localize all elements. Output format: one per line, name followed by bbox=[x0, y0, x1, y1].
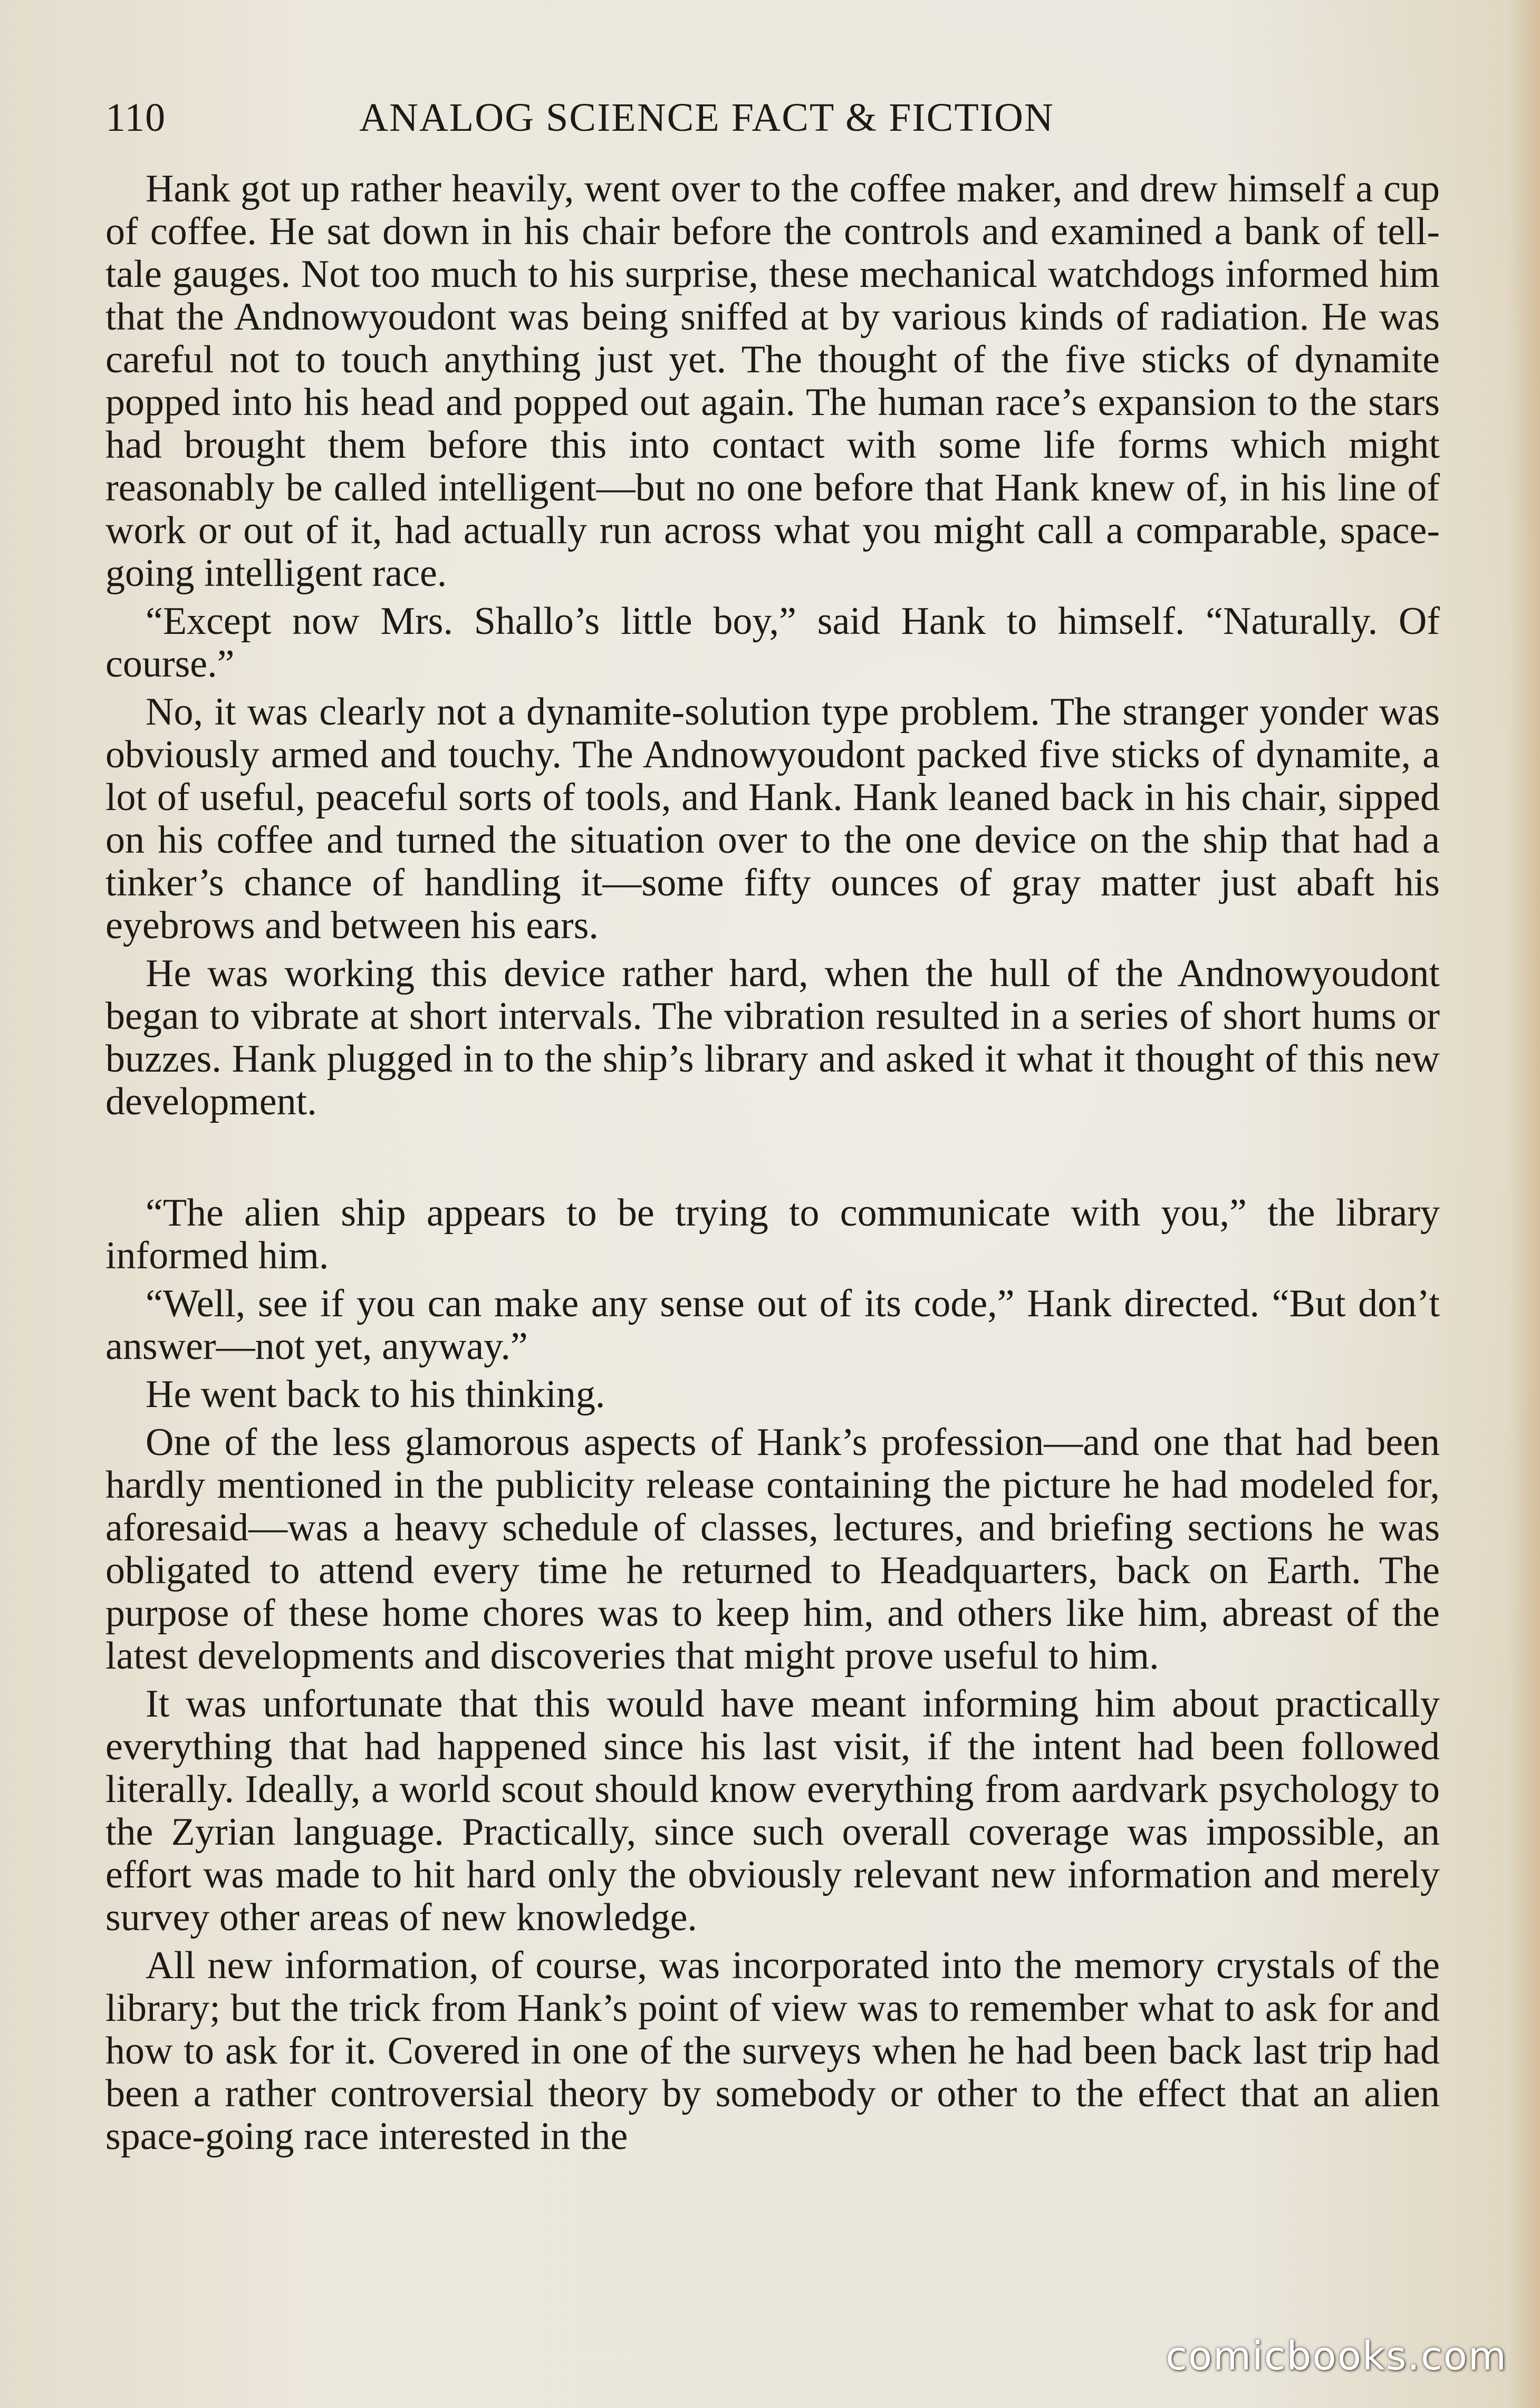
article-body bbox=[105, 168, 1440, 2163]
site-watermark: comicbooks.com bbox=[1166, 2334, 1507, 2379]
running-head: ANALOG SCIENCE FACT & FICTION bbox=[359, 95, 1054, 140]
paragraph: Hank got up rather heavily, went over to the coffee maker, and drew himself a cup of coffee. He sat down in his chair before the controls and examined a bank of tell-tale gauges. Not too much to his surprise, these mechanical watchdogs informed him that the Andnowyoudont was being sniffed at by various kinds of radiation. He was careful not to touch anything just yet. The thought of the five sticks of dynamite popped into his head and popped out again. The human race’s expansion to the stars had brought them before this into contact with some life forms which might reasonably be called intelligent—but no one before that Hank knew of, in his line of work or out of it, had actually run across what you might call a comparable, space-going intelligent race. bbox=[105, 167, 1440, 595]
section-break bbox=[105, 1129, 1440, 1192]
paragraph: “The alien ship appears to be trying to communicate with you,” the library informed him. bbox=[105, 1191, 1440, 1277]
page-header bbox=[105, 95, 1440, 148]
paragraph: One of the less glamorous aspects of Hank’s profession—and one that had been hardly mentioned in the publicity release containing the picture he had modeled for, aforesaid—was a heavy schedule of classes, lectures, and briefing sections he was obligated to attend every time he returned to Headquarters, back on Earth. The purpose of these home chores was to keep him, and others like him, abreast of the latest developments and discoveries that might prove useful to him. bbox=[105, 1421, 1440, 1678]
paragraph: No, it was clearly not a dynamite-solution type problem. The stranger yonder was obviously armed and touchy. The Andnowyoudont packed five sticks of dynamite, a lot of useful, peaceful sorts of tools, and Hank. Hank leaned back in his chair, sipped on his coffee and turned the situation over to the one device on the ship that had a tinker’s chance of handling it—some fifty ounces of gray matter just abaft his eyebrows and between his ears. bbox=[105, 690, 1440, 947]
paragraph: He went back to his thinking. bbox=[146, 1373, 605, 1416]
page-edge-discoloration bbox=[1508, 0, 1540, 2408]
paragraph: All new information, of course, was incorporated into the memory crystals of the library; but the trick from Hank’s point of view was to remember what to ask for and how to ask for it. Covered in one of the surveys when he had been back last trip had been a rather controversial theory by somebody or other to the effect that an alien space-going race interested in the bbox=[105, 1944, 1440, 2158]
paragraph: It was unfortunate that this would have meant informing him about practically everything that had happened since his last visit, if the intent had been followed literally. Ideally, a world scout should know everything from aardvark psychology to the Zyrian language. Practically, since such overall coverage was impossible, an effort was made to hit hard only the obviously relevant new information and merely survey other areas of new knowledge. bbox=[105, 1682, 1440, 1939]
paragraph: He was working this device rather hard, when the hull of the Andnowyoudont began to vibrate at short intervals. The vibration resulted in a series of short hums or buzzes. Hank plugged in to the ship’s library and asked it what it thought of this new development. bbox=[105, 952, 1440, 1123]
page-number: 110 bbox=[105, 95, 166, 140]
paragraph: “Except now Mrs. Shallo’s little boy,” said Hank to himself. “Naturally. Of course.” bbox=[105, 600, 1440, 686]
paragraph: “Well, see if you can make any sense out of its code,” Hank directed. “But don’t answer—not yet, anyway.” bbox=[105, 1282, 1440, 1368]
